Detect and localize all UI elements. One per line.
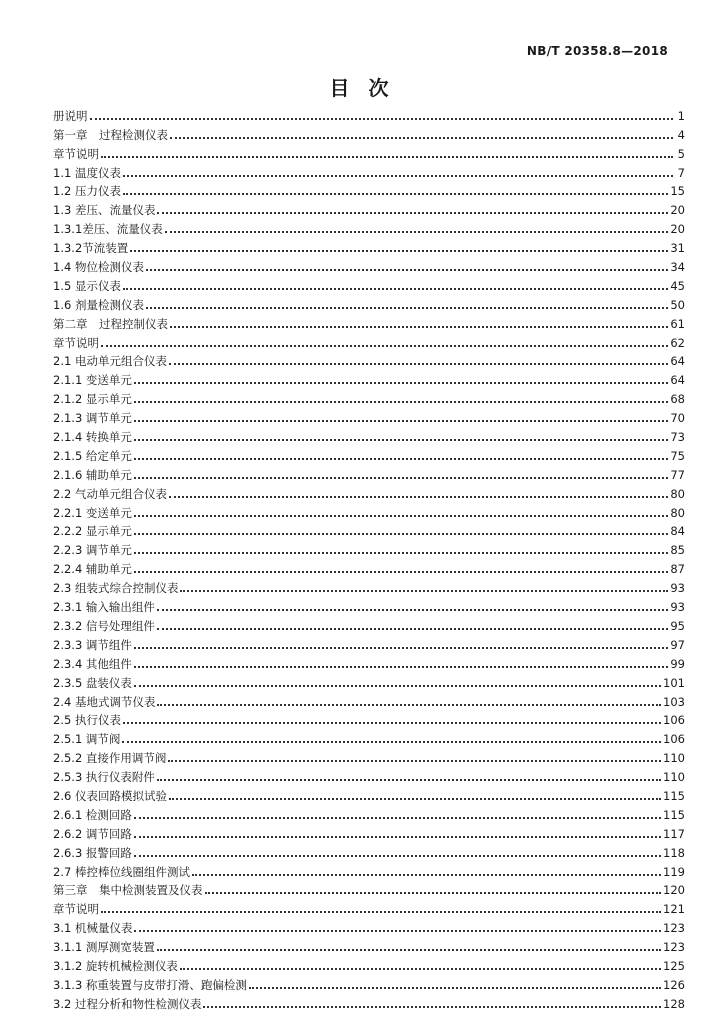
toc-leader-dots [123, 174, 673, 177]
toc-entry-label: 3.1.1 测厚测宽装置 [53, 940, 155, 955]
toc-entry[interactable] [53, 368, 685, 387]
toc-leader-dots [165, 230, 669, 233]
toc-entry-page: 87 [670, 562, 685, 577]
toc-entry[interactable] [53, 236, 685, 255]
toc-leader-dots [169, 797, 661, 800]
toc-entry-page: 20 [670, 203, 685, 218]
toc-entry-page: 115 [663, 807, 685, 822]
toc-entry[interactable] [53, 255, 685, 274]
toc-entry-page: 101 [663, 675, 685, 690]
toc-entry-page: 103 [663, 694, 685, 709]
toc-entry-page: 117 [663, 826, 685, 841]
toc-entry-label: 2.5 执行仪表 [53, 713, 121, 728]
toc-leader-dots [123, 192, 668, 195]
toc-entry-label: 2.6.3 报警回路 [53, 845, 132, 860]
toc-leader-dots [157, 778, 661, 781]
toc-leader-dots [192, 873, 661, 876]
toc-entry-page: 119 [663, 864, 685, 879]
toc-leader-dots [180, 589, 668, 592]
toc-leader-dots [134, 419, 668, 422]
toc-entry-page: 84 [670, 524, 685, 539]
toc-entry[interactable] [53, 633, 685, 652]
toc-entry-label: 册说明 [53, 108, 88, 123]
toc-entry-page: 99 [670, 656, 685, 671]
toc-entry-page: 73 [670, 430, 685, 445]
toc-leader-dots [134, 476, 668, 479]
toc-entry-label: 2.1.6 辅助单元 [53, 467, 132, 482]
toc-entry[interactable] [53, 557, 685, 576]
toc-leader-dots [146, 268, 668, 271]
toc-entry-label: 2.2 气动单元组合仪表 [53, 486, 167, 501]
toc-entry-page: 93 [670, 581, 685, 596]
toc-entry[interactable] [53, 935, 685, 954]
toc-entry-label: 1.5 显示仪表 [53, 278, 121, 293]
toc-entry-page: 121 [663, 902, 685, 917]
toc-entry[interactable] [53, 595, 685, 614]
toc-entry-page: 128 [663, 996, 685, 1011]
toc-leader-dots [134, 532, 668, 535]
toc-leader-dots [157, 627, 668, 630]
toc-entry[interactable] [53, 293, 685, 312]
toc-entry-label: 2.1.5 给定单元 [53, 448, 132, 463]
toc-entry-label: 2.5.1 调节阀 [53, 732, 121, 747]
toc-entry[interactable] [53, 350, 685, 369]
toc-entry-page: 15 [670, 184, 685, 199]
toc-entry-page: 110 [663, 770, 685, 785]
toc-entry-label: 2.3 组装式综合控制仪表 [53, 581, 179, 596]
toc-entry-page: 1 [677, 108, 685, 123]
toc-entry-label: 2.2.2 显示单元 [53, 524, 132, 539]
toc-entry-page: 77 [670, 467, 685, 482]
toc-entry[interactable] [53, 860, 685, 879]
toc-leader-dots [157, 948, 661, 951]
toc-entry-label: 2.7 棒控棒位线圈组件测试 [53, 864, 190, 879]
toc-entry-label: 2.2.1 变送单元 [53, 505, 132, 520]
toc-entry[interactable] [53, 387, 685, 406]
toc-leader-dots [134, 438, 668, 441]
toc-leader-dots [134, 835, 661, 838]
toc-leader-dots [134, 551, 668, 554]
toc-entry-label: 第二章 过程控制仪表 [53, 316, 168, 331]
toc-entry-label: 2.1.1 变送单元 [53, 373, 132, 388]
toc-entry-page: 118 [663, 845, 685, 860]
toc-leader-dots [101, 344, 668, 347]
toc-entry-label: 第三章 集中检测装置及仪表 [53, 883, 203, 898]
toc-entry-page: 68 [670, 392, 685, 407]
toc-entry-page: 31 [670, 241, 685, 256]
toc-entry[interactable] [53, 538, 685, 557]
toc-entry-label: 章节说明 [53, 146, 99, 161]
toc-entry[interactable] [53, 406, 685, 425]
toc-leader-dots [205, 891, 662, 894]
toc-entry-label: 2.5.3 执行仪表附件 [53, 770, 155, 785]
toc-entry-label: 2.3.2 信号处理组件 [53, 618, 155, 633]
toc-entry[interactable] [53, 425, 685, 444]
toc-entry-page: 95 [670, 618, 685, 633]
toc-entry[interactable] [53, 482, 685, 501]
toc-leader-dots [90, 117, 674, 120]
toc-entry-page: 115 [663, 788, 685, 803]
toc-entry-label: 2.1.4 转换单元 [53, 430, 132, 445]
toc-entry[interactable] [53, 916, 685, 935]
toc-leader-dots [157, 211, 668, 214]
toc-leader-dots [134, 816, 661, 819]
toc-entry-label: 2.6 仪表回路模拟试验 [53, 788, 167, 803]
toc-entry-label: 2.1 电动单元组合仪表 [53, 354, 167, 369]
toc-leader-dots [134, 646, 668, 649]
toc-entry-page: 110 [663, 751, 685, 766]
toc-entry[interactable] [53, 576, 685, 595]
toc-entry-label: 1.6 剂量检测仪表 [53, 297, 144, 312]
toc-entry[interactable] [53, 501, 685, 520]
toc-entry[interactable] [53, 180, 685, 199]
toc-entry[interactable] [53, 897, 685, 916]
toc-entry[interactable] [53, 954, 685, 973]
toc-entry-page: 4 [677, 127, 685, 142]
toc-entry-label: 3.1.3 称重装置与皮带打滑、跑偏检测 [53, 977, 247, 992]
toc-entry[interactable] [53, 161, 685, 180]
toc-entry-label: 3.2 过程分析和物性检测仪表 [53, 996, 202, 1011]
toc-entry[interactable] [53, 822, 685, 841]
toc-entry-page: 64 [670, 373, 685, 388]
toc-entry-label: 3.1.2 旋转机械检测仪表 [53, 958, 178, 973]
toc-entry-page: 34 [670, 260, 685, 275]
toc-leader-dots [169, 495, 668, 498]
toc-leader-dots [101, 910, 661, 913]
toc-leader-dots [134, 514, 668, 517]
toc-leader-dots [123, 287, 668, 290]
toc-leader-dots [170, 325, 668, 328]
toc-entry-label: 1.3.2节流装置 [53, 241, 129, 256]
toc-entry[interactable] [53, 727, 685, 746]
toc-entry[interactable] [53, 784, 685, 803]
toc-entry-page: 85 [670, 543, 685, 558]
toc-leader-dots [170, 136, 673, 139]
table-of-contents [53, 104, 685, 1011]
toc-entry[interactable] [53, 463, 685, 482]
toc-entry-page: 123 [663, 921, 685, 936]
toc-entry-label: 1.3 差压、流量仪表 [53, 203, 156, 218]
toc-entry-label: 2.3.5 盘装仪表 [53, 675, 132, 690]
toc-leader-dots [130, 249, 668, 252]
toc-entry[interactable] [53, 123, 685, 142]
toc-entry-page: 64 [670, 354, 685, 369]
toc-leader-dots [134, 854, 661, 857]
toc-leader-dots [157, 608, 668, 611]
toc-entry[interactable] [53, 142, 685, 161]
toc-entry-label: 2.1.3 调节单元 [53, 411, 132, 426]
toc-leader-dots [101, 155, 673, 158]
toc-entry-page: 106 [663, 732, 685, 747]
standard-number: NB/T 20358.8—2018 [526, 44, 668, 58]
toc-entry-label: 2.3.4 其他组件 [53, 656, 132, 671]
toc-entry-label: 第一章 过程检测仪表 [53, 127, 168, 142]
toc-entry[interactable] [53, 690, 685, 709]
toc-entry[interactable] [53, 709, 685, 728]
toc-entry-page: 93 [670, 600, 685, 615]
toc-entry-page: 75 [670, 448, 685, 463]
toc-entry-label: 2.2.4 辅助单元 [53, 562, 132, 577]
toc-entry-page: 97 [670, 637, 685, 652]
toc-entry[interactable] [53, 444, 685, 463]
toc-entry-page: 20 [670, 222, 685, 237]
toc-entry[interactable] [53, 520, 685, 539]
toc-entry-label: 1.3.1差压、流量仪表 [53, 222, 163, 237]
toc-leader-dots [168, 759, 661, 762]
toc-entry[interactable] [53, 671, 685, 690]
toc-entry-label: 2.3.1 输入输出组件 [53, 600, 155, 615]
toc-entry[interactable] [53, 614, 685, 633]
toc-leader-dots [180, 967, 661, 970]
toc-entry-page: 120 [663, 883, 685, 898]
toc-entry-page: 70 [670, 411, 685, 426]
toc-entry[interactable] [53, 274, 685, 293]
toc-leader-dots [134, 457, 668, 460]
toc-entry-label: 1.2 压力仪表 [53, 184, 121, 199]
toc-leader-dots [123, 721, 661, 724]
toc-entry-label: 2.2.3 调节单元 [53, 543, 132, 558]
toc-entry-page: 80 [670, 486, 685, 501]
toc-entry-page: 126 [663, 977, 685, 992]
toc-leader-dots [122, 740, 661, 743]
toc-entry-page: 125 [663, 958, 685, 973]
toc-leader-dots [249, 986, 661, 989]
toc-entry-label: 2.3.3 调节组件 [53, 637, 132, 652]
toc-entry-page: 80 [670, 505, 685, 520]
toc-entry[interactable] [53, 746, 685, 765]
toc-leader-dots [134, 381, 668, 384]
toc-entry-page: 50 [670, 297, 685, 312]
toc-entry-label: 2.6.1 检测回路 [53, 807, 132, 822]
toc-entry-label: 2.1.2 显示单元 [53, 392, 132, 407]
toc-entry[interactable] [53, 765, 685, 784]
toc-entry-label: 3.1 机械量仪表 [53, 921, 133, 936]
toc-leader-dots [203, 1005, 661, 1008]
toc-entry-label: 1.1 温度仪表 [53, 165, 121, 180]
toc-entry-label: 章节说明 [53, 335, 99, 350]
toc-entry-label: 2.4 基地式调节仪表 [53, 694, 156, 709]
toc-entry[interactable] [53, 841, 685, 860]
toc-entry[interactable] [53, 217, 685, 236]
toc-entry-page: 61 [670, 316, 685, 331]
toc-entry-page: 62 [670, 335, 685, 350]
toc-entry[interactable] [53, 803, 685, 822]
page-title: 目 次 [329, 76, 395, 100]
toc-leader-dots [134, 400, 668, 403]
toc-leader-dots [134, 665, 668, 668]
toc-entry[interactable] [53, 973, 685, 992]
toc-entry[interactable] [53, 652, 685, 671]
toc-entry[interactable] [53, 331, 685, 350]
toc-entry-page: 106 [663, 713, 685, 728]
toc-entry-page: 5 [677, 146, 685, 161]
toc-entry[interactable] [53, 879, 685, 898]
toc-leader-dots [157, 703, 661, 706]
toc-leader-dots [134, 929, 661, 932]
toc-leader-dots [134, 570, 668, 573]
toc-leader-dots [169, 362, 668, 365]
toc-entry[interactable] [53, 104, 685, 123]
toc-entry-label: 1.4 物位检测仪表 [53, 260, 144, 275]
toc-entry-page: 123 [663, 940, 685, 955]
toc-leader-dots [134, 684, 661, 687]
toc-entry-label: 章节说明 [53, 902, 99, 917]
toc-entry[interactable] [53, 312, 685, 331]
toc-leader-dots [146, 306, 668, 309]
toc-entry-label: 2.6.2 调节回路 [53, 826, 132, 841]
toc-entry-page: 45 [670, 278, 685, 293]
toc-entry-label: 2.5.2 直接作用调节阀 [53, 751, 167, 766]
toc-entry[interactable] [53, 992, 685, 1011]
toc-entry-page: 7 [677, 165, 685, 180]
toc-entry[interactable] [53, 198, 685, 217]
